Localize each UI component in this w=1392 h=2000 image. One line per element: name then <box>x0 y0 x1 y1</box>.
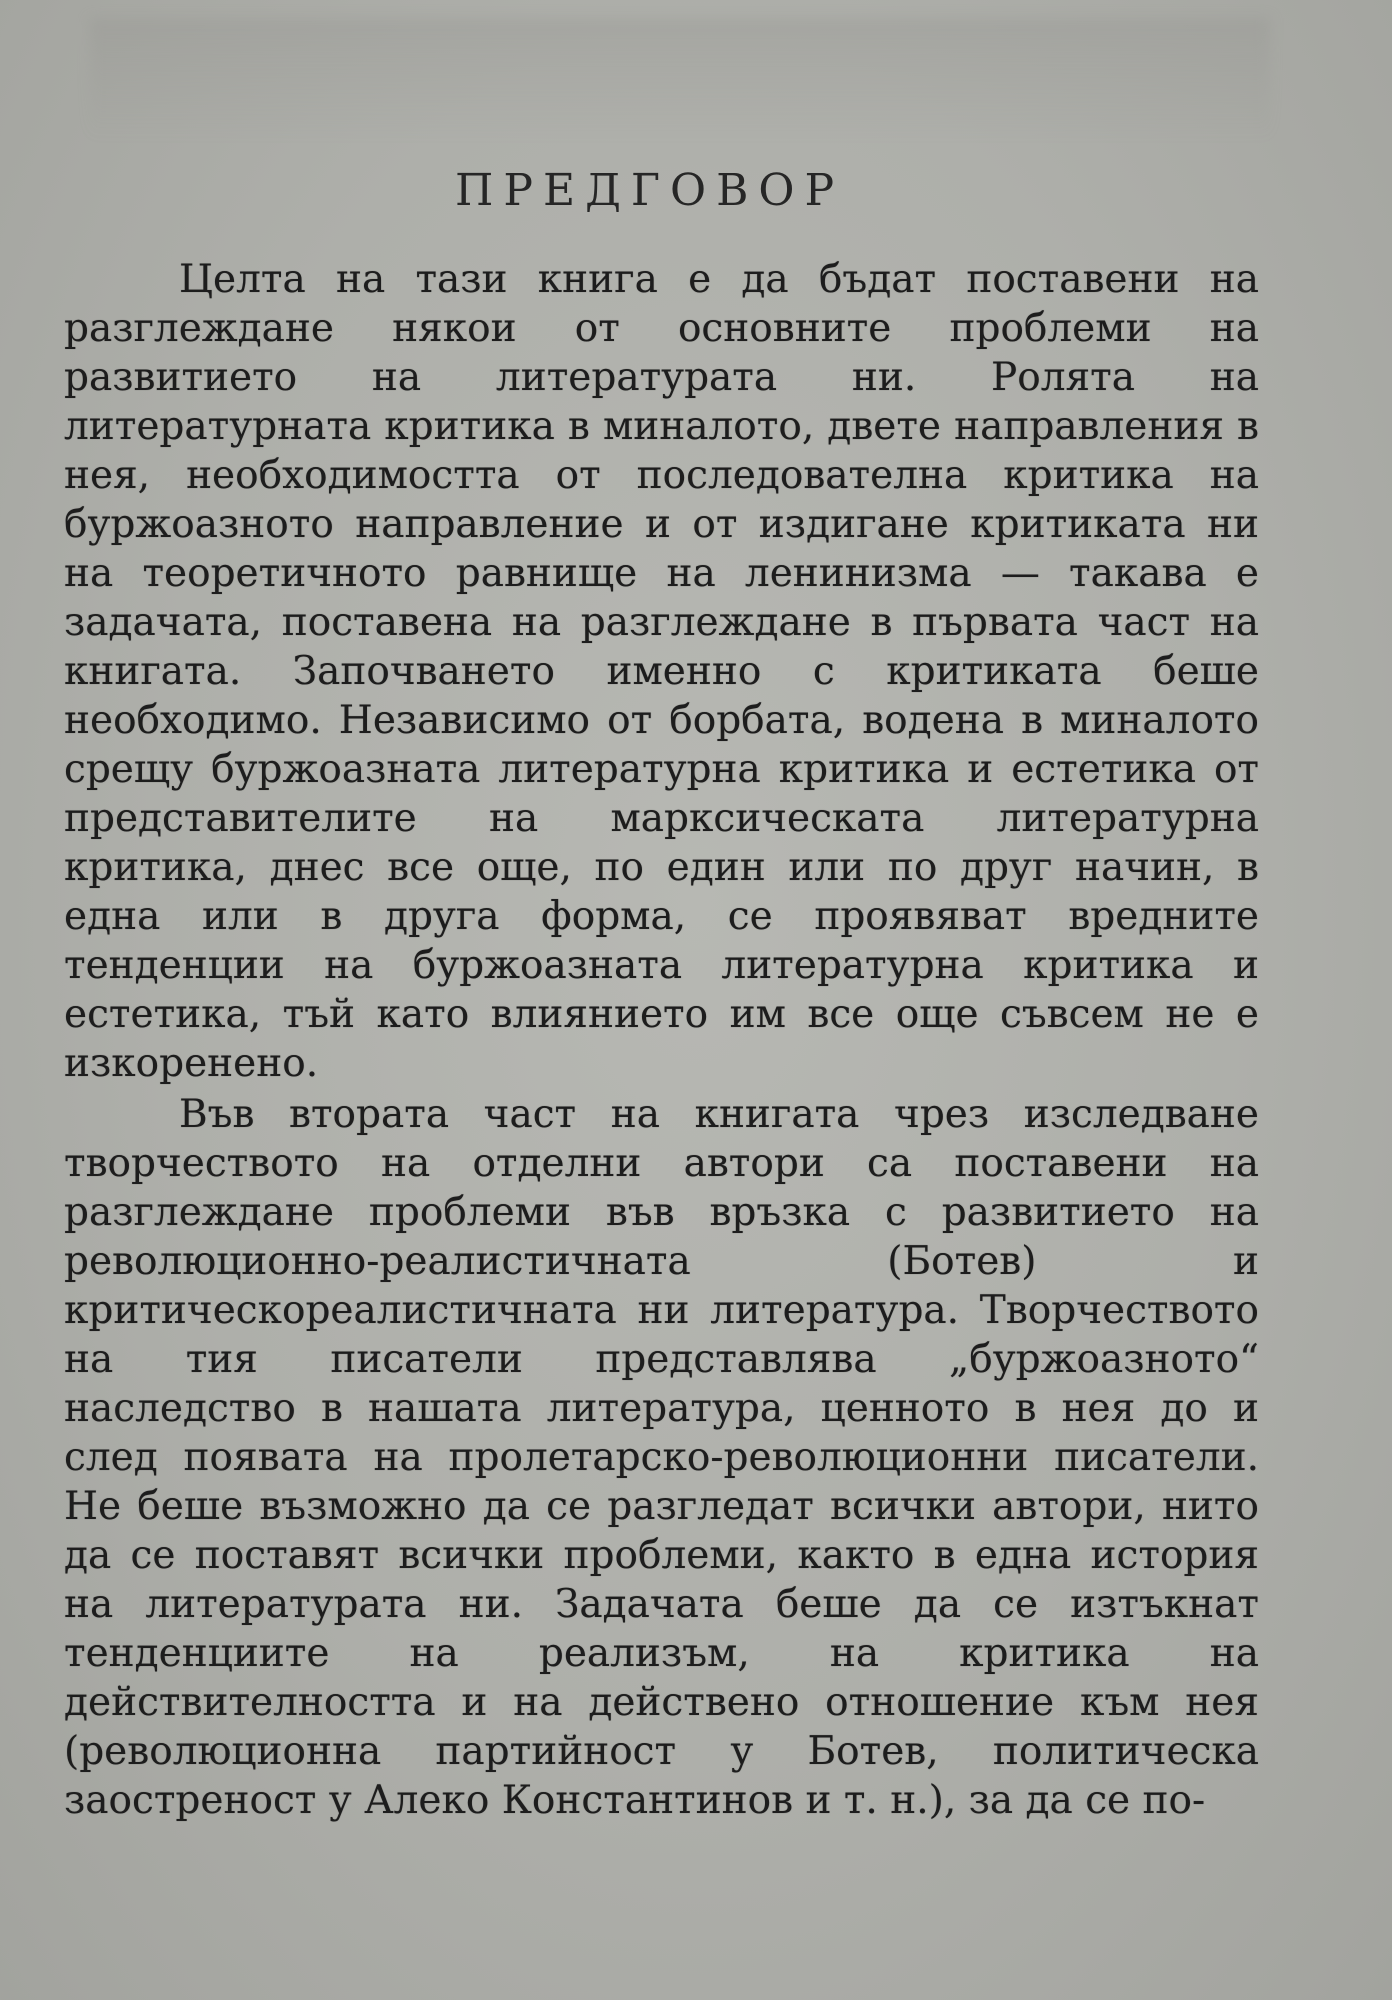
paragraph-1: Целта на тази книга е да бъдат поставени на разглеждане някои от основните проблеми на развитието на литературата ни. Ролята на литературната критика в миналото, двете направления в нея, необходимостта от последователна критика на буржоазното направление и от издигане критиката ни на теоретичното равнище на ленинизма — такава е задачата, поставена на разглеждане в първата част на книгата. Започването именно с критиката беше необходимо. Независимо от борбата, водена в миналото срещу буржоазната литературна критика и естетика от представителите на марксическата литературна критика, днес все още, по един или по друг начин, в една или в друга форма, се проявяват вредните тенденции на буржоазната литературна критика и естетика, тъй като влиянието им все още съвсем не е изкоренено. <box>64 257 1259 1086</box>
body-text <box>64 255 1259 1825</box>
paragraph-2: Във втората част на книгата чрез изследване творчеството на отделни автори са поставени на разглеждане проблеми във връзка с развитието на революционно-реалистичната (Ботев) и критическореалистичната ни литература. Творчеството на тия писатели представлява „буржоазното“ наследство в нашата литература, ценното в нея до и след появата на пролетарско-революционни писатели. Не беше възможно да се разгледат всички автори, нито да се поставят всички проблеми, както в една история на литературата ни. Задачата беше да се изтъкнат тенденциите на реализъм, на критика на действителността и на действено отношение към нея (революционна партийност у Ботев, политическа заостреност у Алеко Константинов и т. н.), за да се по- <box>64 1092 1259 1823</box>
show-through-text-shadow <box>90 18 1270 138</box>
page-heading: ПРЕДГОВОР <box>455 165 845 216</box>
